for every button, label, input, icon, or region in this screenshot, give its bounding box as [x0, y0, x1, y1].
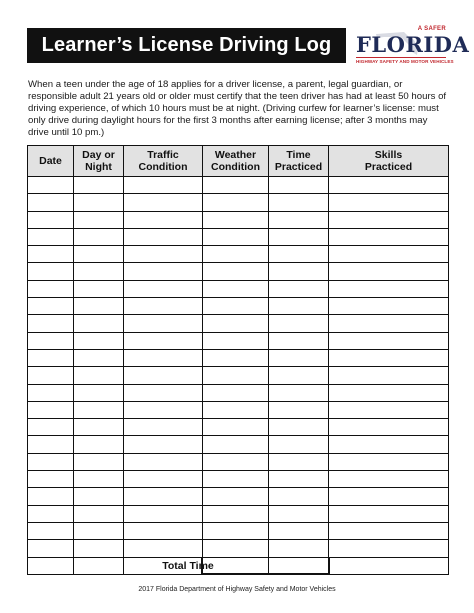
table-row: [28, 419, 449, 436]
day-night-cell[interactable]: [74, 280, 124, 297]
traffic-cell[interactable]: [124, 177, 203, 194]
column-header-weather-condition: Weather Condition: [203, 146, 269, 177]
date-cell[interactable]: [28, 246, 74, 263]
day-night-cell[interactable]: [74, 453, 124, 470]
copyright-footer: 2017 Florida Department of Highway Safety and Motor Vehicles: [138, 586, 336, 593]
weather-cell[interactable]: [203, 436, 269, 453]
time-cell[interactable]: [269, 419, 329, 436]
weather-cell[interactable]: [203, 211, 269, 228]
day-night-cell[interactable]: [74, 332, 124, 349]
day-night-cell[interactable]: [74, 505, 124, 522]
table-row: [28, 332, 449, 349]
skills-cell[interactable]: [329, 505, 449, 522]
table-row: [28, 280, 449, 297]
time-cell[interactable]: [269, 315, 329, 332]
table-row: [28, 211, 449, 228]
traffic-cell[interactable]: [124, 436, 203, 453]
time-cell[interactable]: [269, 384, 329, 401]
traffic-cell[interactable]: [124, 384, 203, 401]
date-cell[interactable]: [28, 332, 74, 349]
table-row: [28, 540, 449, 557]
weather-cell[interactable]: [203, 367, 269, 384]
day-night-cell[interactable]: [74, 488, 124, 505]
date-cell[interactable]: [28, 315, 74, 332]
date-cell[interactable]: [28, 522, 74, 539]
date-cell[interactable]: [28, 384, 74, 401]
day-night-cell[interactable]: [74, 419, 124, 436]
weather-cell[interactable]: [203, 332, 269, 349]
date-cell[interactable]: [28, 298, 74, 315]
day-night-cell[interactable]: [74, 436, 124, 453]
traffic-cell[interactable]: [124, 505, 203, 522]
weather-cell[interactable]: [203, 194, 269, 211]
day-night-cell[interactable]: [74, 349, 124, 366]
skills-cell[interactable]: [329, 263, 449, 280]
skills-cell[interactable]: [329, 540, 449, 557]
traffic-cell[interactable]: [124, 194, 203, 211]
time-cell[interactable]: [269, 436, 329, 453]
table-row: [28, 471, 449, 488]
skills-cell[interactable]: [329, 332, 449, 349]
weather-cell[interactable]: [203, 263, 269, 280]
skills-cell[interactable]: [329, 177, 449, 194]
weather-cell[interactable]: [203, 349, 269, 366]
logo-tagline-bottom: HIGHWAY SAFETY AND MOTOR VEHICLES: [356, 59, 454, 64]
table-row: [28, 246, 449, 263]
skills-cell[interactable]: [329, 436, 449, 453]
date-cell[interactable]: [28, 349, 74, 366]
date-cell[interactable]: [28, 194, 74, 211]
table-row: [28, 263, 449, 280]
date-cell[interactable]: [28, 228, 74, 245]
weather-cell[interactable]: [203, 177, 269, 194]
traffic-cell[interactable]: [124, 488, 203, 505]
time-cell[interactable]: [269, 540, 329, 557]
time-cell[interactable]: [269, 488, 329, 505]
table-row: [28, 298, 449, 315]
time-cell[interactable]: [269, 453, 329, 470]
date-cell[interactable]: [28, 419, 74, 436]
date-cell[interactable]: [28, 436, 74, 453]
weather-cell[interactable]: [203, 298, 269, 315]
day-night-cell[interactable]: [74, 401, 124, 418]
instructions-paragraph: When a teen under the age of 18 applies for a driver license, a parent, legal guardian, or responsible adult 21 years old or older must certify that the teen driver has had at least 50 hours of driving experience, of which 10 hours must be at night. (Driving curfew for learner’s license: must only drive during daylight hours for the first 3 months after earning license; after 3 months may drive until 10 pm.): [28, 79, 447, 138]
weather-cell[interactable]: [203, 540, 269, 557]
weather-cell[interactable]: [203, 315, 269, 332]
time-cell[interactable]: [269, 401, 329, 418]
time-cell[interactable]: [269, 228, 329, 245]
form-title: Learner’s License Driving Log: [41, 34, 332, 56]
column-header-time-practiced: Time Practiced: [269, 146, 329, 177]
total-time-row: [27, 558, 448, 574]
weather-cell[interactable]: [203, 384, 269, 401]
day-night-cell[interactable]: [74, 367, 124, 384]
column-header-day-or-night: Day or Night: [74, 146, 124, 177]
skills-cell[interactable]: [329, 298, 449, 315]
total-time-field[interactable]: [201, 557, 330, 574]
date-cell[interactable]: [28, 280, 74, 297]
date-cell[interactable]: [28, 401, 74, 418]
skills-cell[interactable]: [329, 471, 449, 488]
time-cell[interactable]: [269, 211, 329, 228]
traffic-cell[interactable]: [124, 540, 203, 557]
date-cell[interactable]: [28, 540, 74, 557]
skills-cell[interactable]: [329, 453, 449, 470]
table-row: [28, 384, 449, 401]
skills-cell[interactable]: [329, 228, 449, 245]
day-night-cell[interactable]: [74, 522, 124, 539]
date-cell[interactable]: [28, 453, 74, 470]
weather-cell[interactable]: [203, 488, 269, 505]
day-night-cell[interactable]: [74, 211, 124, 228]
time-cell[interactable]: [269, 332, 329, 349]
date-cell[interactable]: [28, 488, 74, 505]
logo-tagline-top: A SAFER: [417, 26, 446, 32]
day-night-cell[interactable]: [74, 298, 124, 315]
weather-cell[interactable]: [203, 419, 269, 436]
skills-cell[interactable]: [329, 367, 449, 384]
table-row: [28, 522, 449, 539]
skills-cell[interactable]: [329, 315, 449, 332]
time-cell[interactable]: [269, 505, 329, 522]
date-cell[interactable]: [28, 177, 74, 194]
weather-cell[interactable]: [203, 246, 269, 263]
skills-cell[interactable]: [329, 419, 449, 436]
traffic-cell[interactable]: [124, 453, 203, 470]
time-cell[interactable]: [269, 471, 329, 488]
day-night-cell[interactable]: [74, 246, 124, 263]
table-row: [28, 228, 449, 245]
day-night-cell[interactable]: [74, 177, 124, 194]
day-night-cell[interactable]: [74, 228, 124, 245]
skills-cell[interactable]: [329, 211, 449, 228]
traffic-cell[interactable]: [124, 315, 203, 332]
weather-cell[interactable]: [203, 505, 269, 522]
driving-log-table: [27, 145, 449, 575]
skills-cell[interactable]: [329, 384, 449, 401]
traffic-cell[interactable]: [124, 419, 203, 436]
weather-cell[interactable]: [203, 280, 269, 297]
skills-cell[interactable]: [329, 246, 449, 263]
skills-cell[interactable]: [329, 488, 449, 505]
table-row: [28, 315, 449, 332]
table-row: [28, 453, 449, 470]
traffic-cell[interactable]: [124, 280, 203, 297]
time-cell[interactable]: [269, 367, 329, 384]
time-cell[interactable]: [269, 246, 329, 263]
weather-cell[interactable]: [203, 453, 269, 470]
column-header-date: Date: [28, 146, 74, 177]
skills-cell[interactable]: [329, 522, 449, 539]
day-night-cell[interactable]: [74, 263, 124, 280]
traffic-cell[interactable]: [124, 228, 203, 245]
table-row: [28, 349, 449, 366]
traffic-cell[interactable]: [124, 471, 203, 488]
skills-cell[interactable]: [329, 401, 449, 418]
time-cell[interactable]: [269, 263, 329, 280]
skills-cell[interactable]: [329, 194, 449, 211]
form-title-banner: [27, 28, 346, 63]
florida-hsmv-logo: [352, 26, 470, 68]
logo-divider: [356, 57, 446, 58]
traffic-cell[interactable]: [124, 367, 203, 384]
time-cell[interactable]: [269, 194, 329, 211]
column-header-traffic-condition: Traffic Condition: [124, 146, 203, 177]
table-row: [28, 505, 449, 522]
day-night-cell[interactable]: [74, 194, 124, 211]
table-row: [28, 194, 449, 211]
traffic-cell[interactable]: [124, 401, 203, 418]
date-cell[interactable]: [28, 471, 74, 488]
weather-cell[interactable]: [203, 471, 269, 488]
skills-cell[interactable]: [329, 280, 449, 297]
logo-wordmark: FLORIDA: [356, 32, 470, 57]
traffic-cell[interactable]: [124, 332, 203, 349]
date-cell[interactable]: [28, 505, 74, 522]
time-cell[interactable]: [269, 177, 329, 194]
column-header-skills-practiced: Skills Practiced: [329, 146, 449, 177]
date-cell[interactable]: [28, 367, 74, 384]
weather-cell[interactable]: [203, 522, 269, 539]
day-night-cell[interactable]: [74, 384, 124, 401]
weather-cell[interactable]: [203, 401, 269, 418]
table-row: [28, 367, 449, 384]
traffic-cell[interactable]: [124, 298, 203, 315]
time-cell[interactable]: [269, 522, 329, 539]
traffic-cell[interactable]: [124, 263, 203, 280]
traffic-cell[interactable]: [124, 246, 203, 263]
traffic-cell[interactable]: [124, 522, 203, 539]
time-cell[interactable]: [269, 298, 329, 315]
total-time-label: Total Time: [162, 560, 214, 572]
table-row: [28, 177, 449, 194]
table-row: [28, 401, 449, 418]
day-night-cell[interactable]: [74, 315, 124, 332]
time-cell[interactable]: [269, 280, 329, 297]
log-entries: [28, 177, 449, 575]
weather-cell[interactable]: [203, 228, 269, 245]
date-cell[interactable]: [28, 211, 74, 228]
table-row: [28, 436, 449, 453]
date-cell[interactable]: [28, 263, 74, 280]
table-header-row: [28, 146, 449, 177]
day-night-cell[interactable]: [74, 540, 124, 557]
day-night-cell[interactable]: [74, 471, 124, 488]
time-cell[interactable]: [269, 349, 329, 366]
table-row: [28, 488, 449, 505]
skills-cell[interactable]: [329, 349, 449, 366]
traffic-cell[interactable]: [124, 349, 203, 366]
traffic-cell[interactable]: [124, 211, 203, 228]
